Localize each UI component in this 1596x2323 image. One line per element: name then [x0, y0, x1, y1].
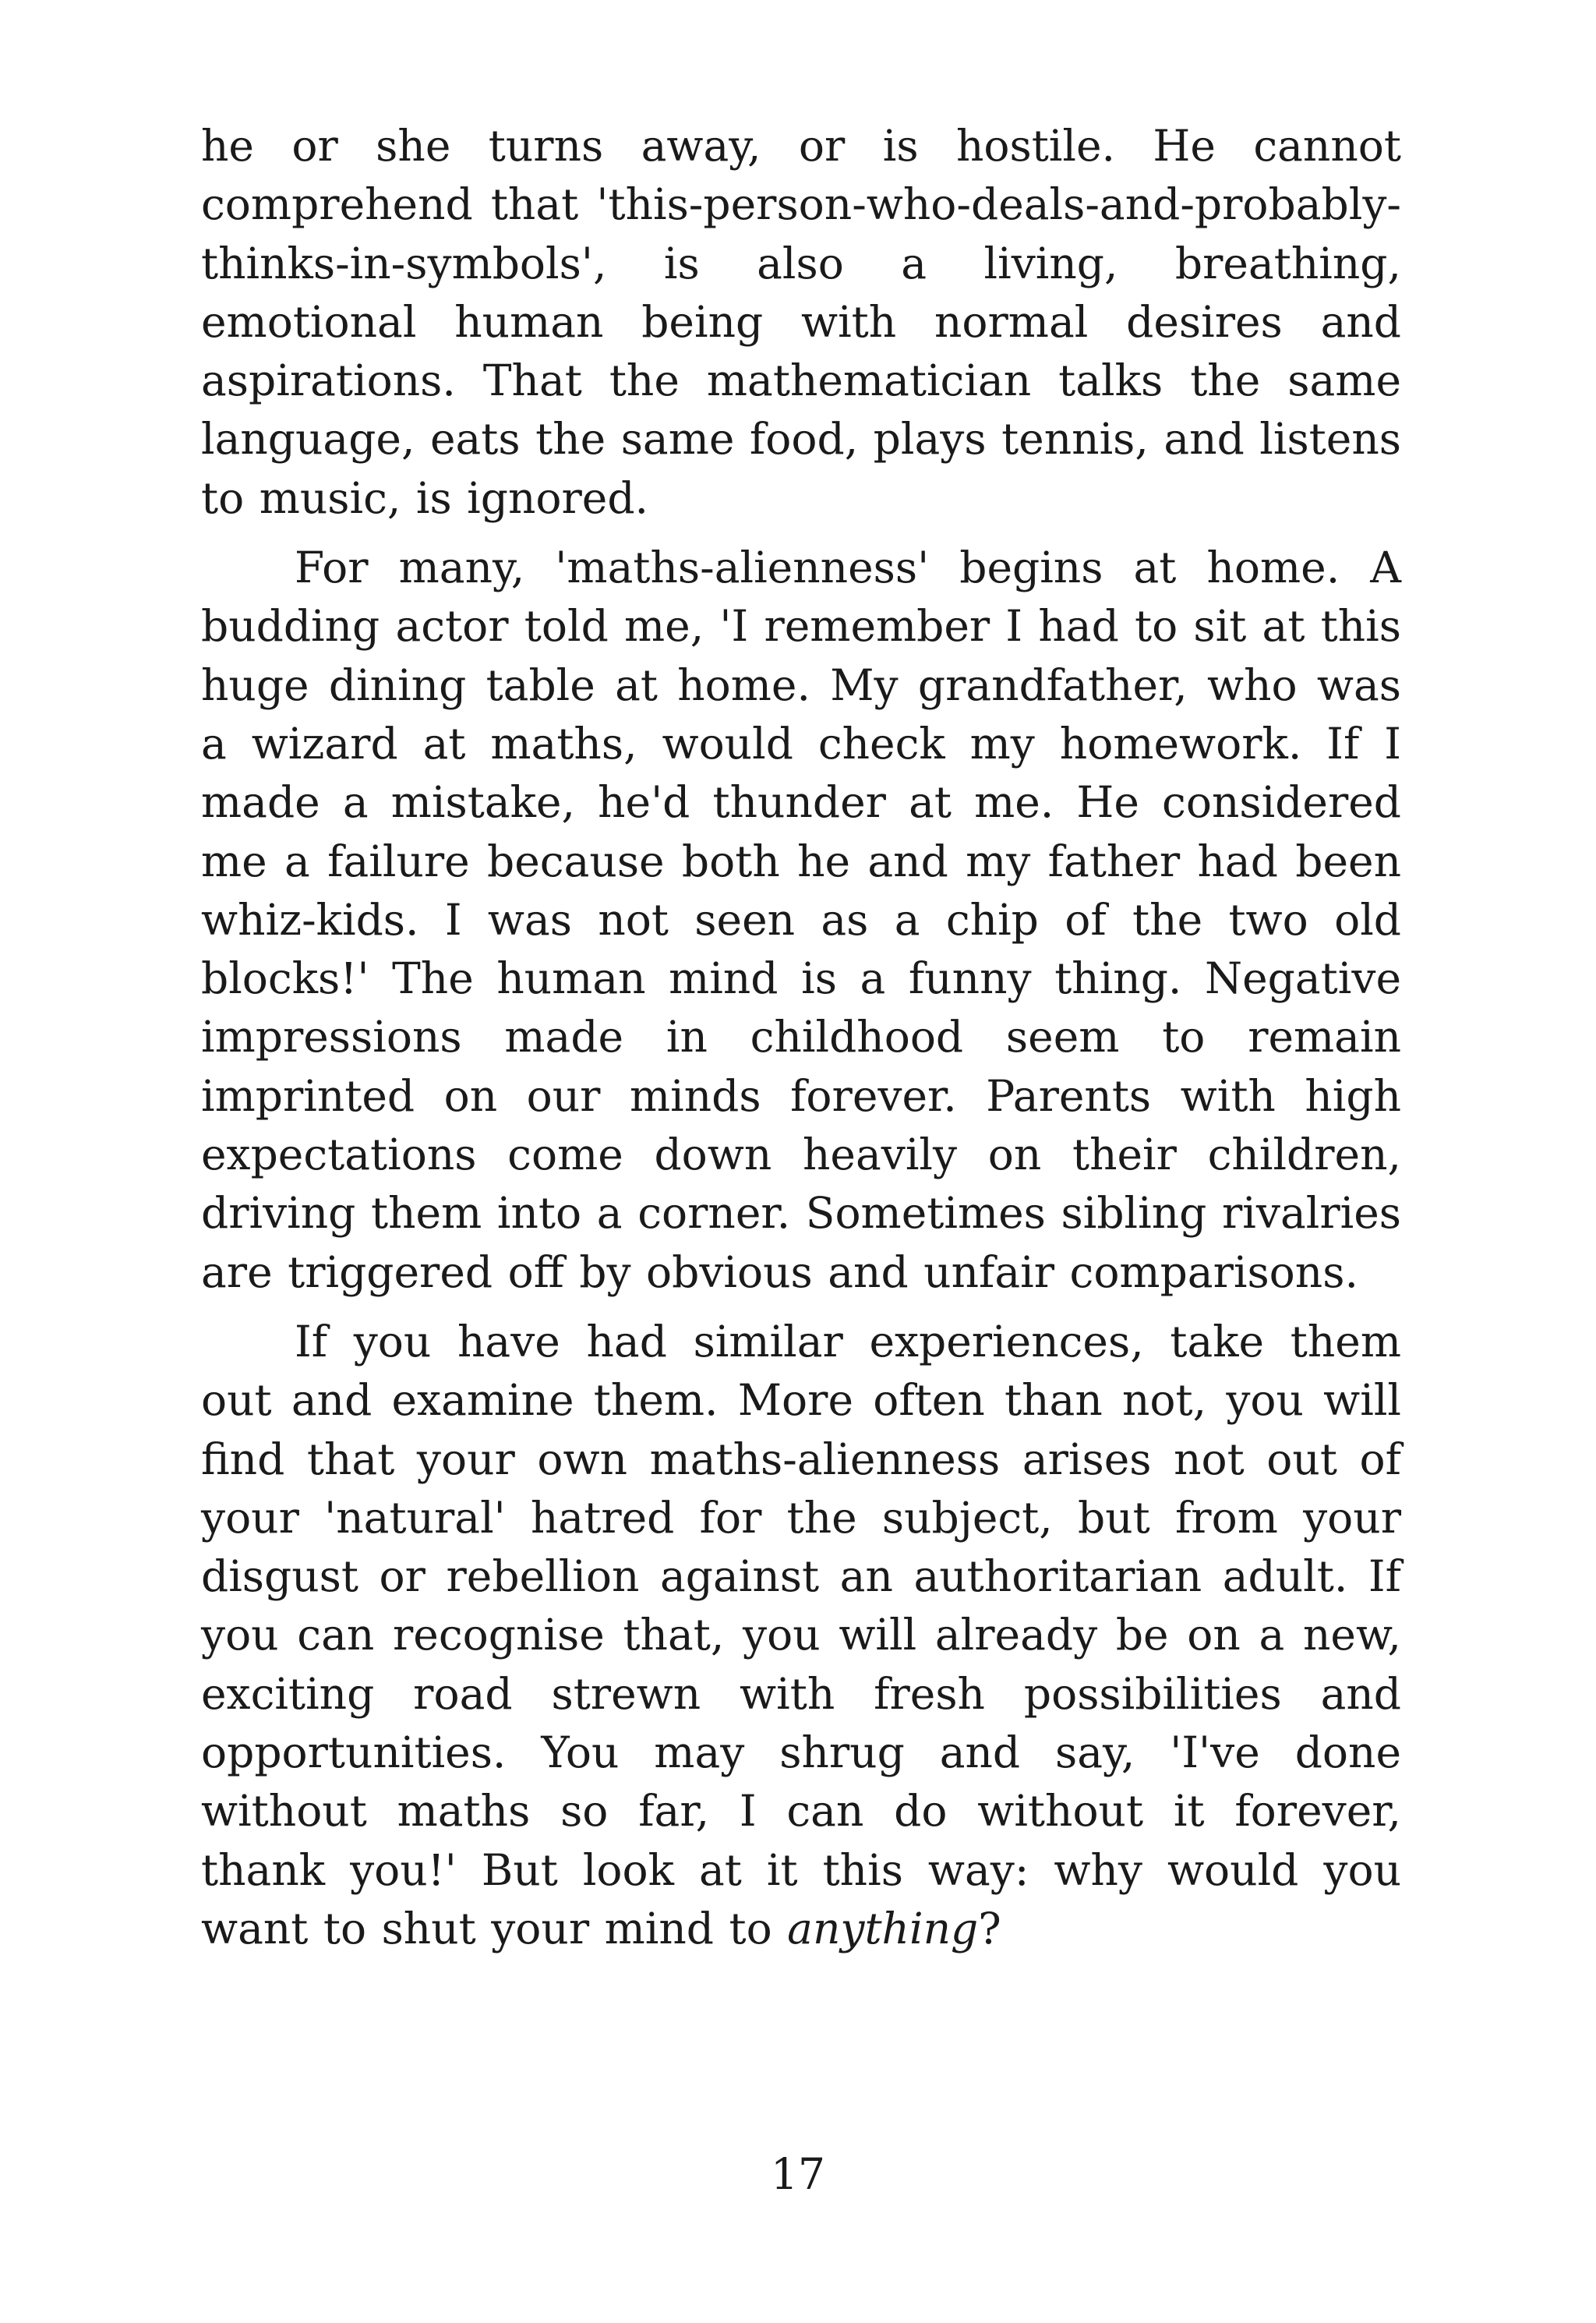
body-text: [201, 117, 1401, 1958]
paragraph-3: [201, 1313, 1401, 1958]
paragraph-3-text: If you have had similar experiences, take them out and examine them. More often than not, you will find that your own maths-alienness arises not out of your 'natural' hatred for the subject, but from your disgust or rebellion against an authoritarian adult. If you can recognise that, you will already be on a new, exciting road strewn with fresh possibilities and opportunities. You may shrug and say, 'I've done without maths so far, I can do without it forever, thank you!' But look at it this way: why would you want to shut your mind to: [201, 1316, 1401, 1954]
paragraph-3-end: ?: [978, 1903, 1001, 1954]
page-number: 17: [771, 2149, 825, 2199]
paragraph-1: he or she turns away, or is hostile. He cannot comprehend that 'this-person-who-deals-and-probably-thinks-in-symbols', is also a living, breathing, emotional human being with normal desires and aspirations. That the mathematician talks the same language, eats the same food, plays tennis, and listens to music, is ignored.: [201, 121, 1401, 523]
paragraph-2: For many, 'maths-alienness' begins at home. A budding actor told me, 'I remember I had to sit at this huge dining table at home. My grandfather, who was a wizard at maths, would check my homework. If I made a mistake, he'd thunder at me. He considered me a failure because both he and my father had been whiz-kids. I was not seen as a chip of the two old blocks!' The human mind is a funny thing. Negative impressions made in childhood seem to remain imprinted on our minds forever. Parents with high expectations come down heavily on their children, driving them into a corner. Sometimes sibling rivalries are triggered off by obvious and unfair comparisons.: [201, 543, 1401, 1297]
emphasized-word: anything: [787, 1903, 979, 1954]
